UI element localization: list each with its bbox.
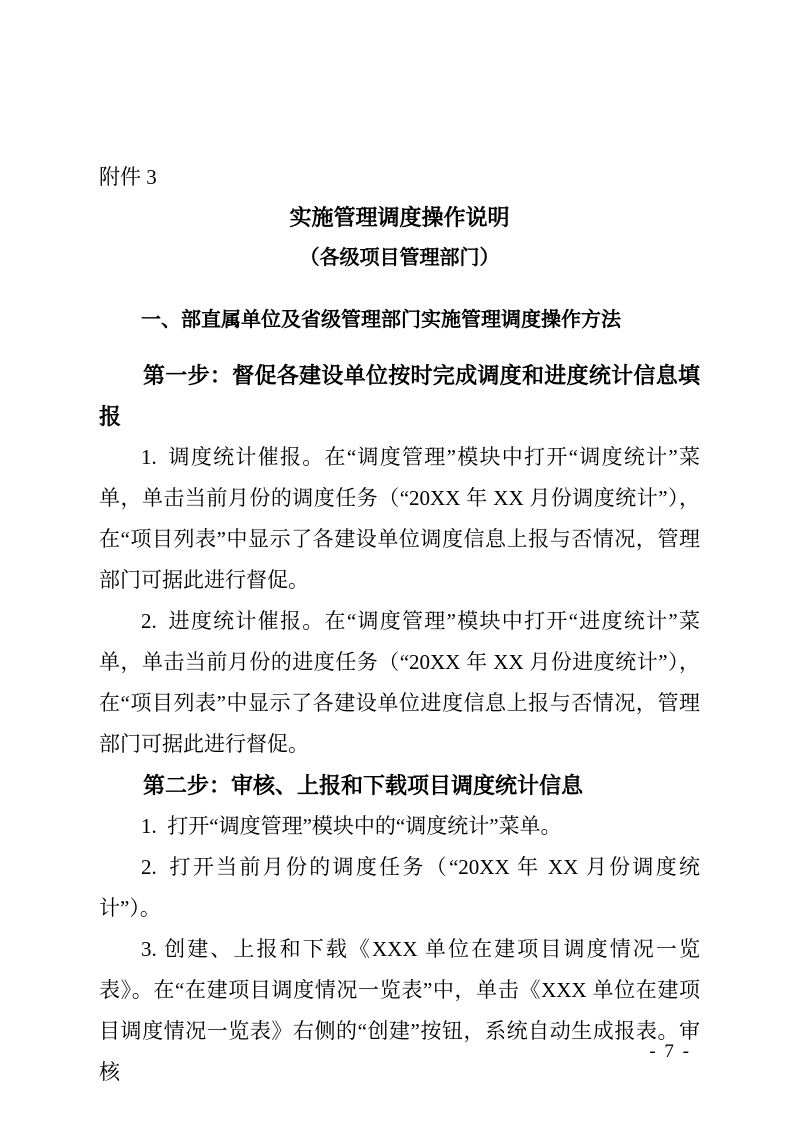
step1-paragraph-2: 2. 进度统计催报。在“调度管理”模块中打开“进度统计”菜单，单击当前月份的进度任务（“20XX 年 XX 月份进度统计”），在“项目列表”中显示了各建设单位进度信息上报与否情况，管理部门可据此进行督促。: [99, 609, 700, 756]
step2-item-1: 1. 打开“调度管理”模块中的“调度统计”菜单。: [141, 814, 562, 838]
step1-heading: 第一步：督促各建设单位按时完成调度和进度统计信息填报: [99, 363, 700, 429]
section-heading: 一、部直属单位及省级管理部门实施管理调度操作方法: [141, 309, 621, 331]
attachment-label: 附件 3: [99, 165, 157, 189]
page-number: - 7 -: [649, 1041, 691, 1062]
step2-item-3: 3. 创建、上报和下载《XXX 单位在建项目调度情况一览表》。在“在建项目调度情况一览表”中，单击《XXX 单位在建项目调度情况一览表》右侧的“创建”按钮，系统自动生成报表。审核: [99, 937, 700, 1084]
doc-title: 实施管理调度操作说明: [289, 205, 510, 230]
step1-paragraph-1: 1. 调度统计催报。在“调度管理”模块中打开“调度统计”菜单，单击当前月份的调度任务（“20XX 年 XX 月份调度统计”），在“项目列表”中显示了各建设单位调度信息上报与否情况，管理部门可据此进行督促。: [99, 445, 700, 592]
step2-heading: 第二步：审核、上报和下载项目调度统计信息: [143, 773, 584, 798]
step2-item-2: 2. 打开当前月份的调度任务（“20XX 年 XX 月份调度统计”）。: [99, 855, 700, 920]
doc-subtitle: （各级项目管理部门）: [299, 247, 500, 269]
